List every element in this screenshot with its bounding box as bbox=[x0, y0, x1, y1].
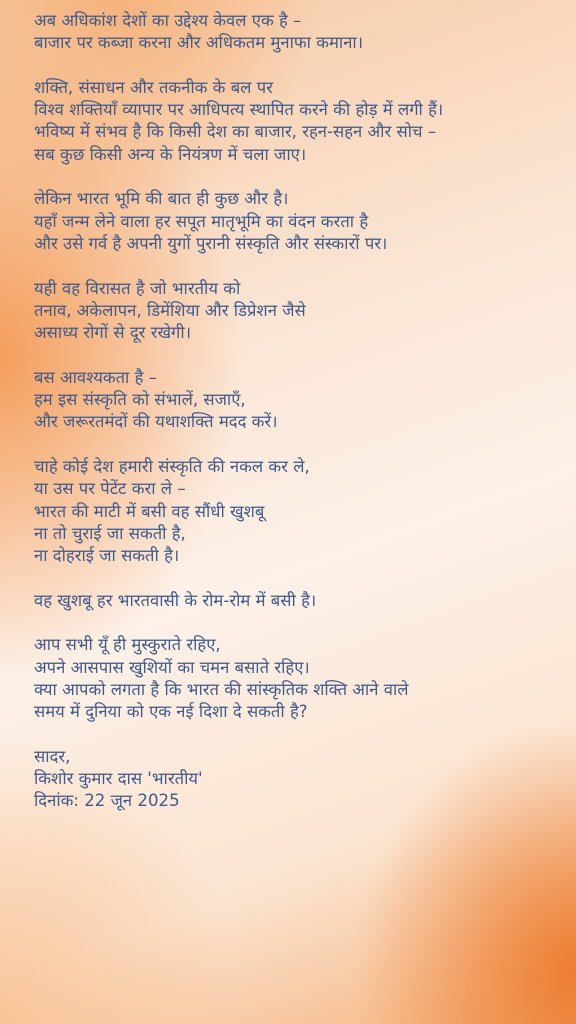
poem-line: वह खुशबू हर भारतवासी के रोम-रोम में बसी है। bbox=[34, 590, 317, 610]
stanza-6 bbox=[34, 456, 562, 567]
poem-line: बाजार पर कब्जा करना और अधिकतम मुनाफा कमाना। bbox=[34, 33, 364, 53]
poem-line: ना तो चुराई जा सकती है, bbox=[34, 523, 186, 543]
author-name: किशोर कुमार दास 'भारतीय' bbox=[34, 769, 203, 789]
poem-line: भारत की माटी में बसी वह सौंधी खुशबू bbox=[34, 501, 265, 521]
poem-line: भविष्य में संभव है कि किसी देश का बाजार, रहन-सहन और सोच – bbox=[34, 122, 437, 142]
poem-line: और उसे गर्व है अपनी युगों पुरानी संस्कृति और संस्कारों पर। bbox=[34, 233, 388, 253]
poem-line: अब अधिकांश देशों का उद्देश्य केवल एक है – bbox=[34, 11, 302, 30]
poem-line: अपने आसपास खुशियों का चमन बसाते रहिए। bbox=[34, 657, 310, 677]
poem-line: बस आवश्यकता है – bbox=[34, 367, 157, 387]
poem-line: या उस पर पेटेंट करा ले – bbox=[34, 479, 186, 499]
stanza-5 bbox=[34, 367, 562, 434]
poem-line: तनाव, अकेलापन, डिमेंशिया और डिप्रेशन जैसे bbox=[34, 300, 306, 320]
poem-line: आप सभी यूँ ही मुस्कुराते रहिए, bbox=[34, 635, 221, 655]
poem-line: हम इस संस्कृति को संभालें, सजाएँ, bbox=[34, 390, 246, 410]
poem-line: समय में दुनिया को एक नई दिशा दे सकती है? bbox=[34, 702, 308, 722]
poem-line: और जरूरतमंदों की यथाशक्ति मदद करें। bbox=[34, 412, 278, 432]
poem-line: सब कुछ किसी अन्य के नियंत्रण में चला जाए। bbox=[34, 144, 307, 164]
poem-line: चाहे कोई देश हमारी संस्कृति की नकल कर ले, bbox=[34, 456, 310, 476]
signature-block bbox=[34, 746, 562, 813]
poem-line: ना दोहराई जा सकती है। bbox=[34, 546, 180, 566]
stanza-4 bbox=[34, 278, 562, 345]
poem-line: शक्ति, संसाधन और तकनीक के बल पर bbox=[34, 77, 273, 97]
poem-line: असाध्य रोगों से दूर रखेगी। bbox=[34, 323, 191, 343]
poem-line: विश्व शक्तियाँ व्यापार पर आधिपत्य स्थापित करने की होड़ में लगी हैं। bbox=[34, 100, 444, 120]
stanza-8 bbox=[34, 634, 562, 723]
date-line: दिनांक: 22 जून 2025 bbox=[34, 791, 180, 811]
poem-line: यहाँ जन्म लेने वाला हर सपूत मातृभूमि का वंदन करता है bbox=[34, 211, 369, 231]
stanza-7 bbox=[34, 590, 562, 612]
stanza-1 bbox=[34, 10, 562, 55]
stanza-3 bbox=[34, 188, 562, 255]
poem-line: यही वह विरासत है जो भारतीय को bbox=[34, 278, 241, 298]
poem-document bbox=[34, 10, 562, 813]
stanza-2 bbox=[34, 77, 562, 166]
poem-line: क्या आपको लगता है कि भारत की सांस्कृतिक शक्ति आने वाले bbox=[34, 679, 409, 699]
poem-line: लेकिन भारत भूमि की बात ही कुछ और है। bbox=[34, 189, 289, 209]
salutation: सादर, bbox=[34, 746, 71, 766]
